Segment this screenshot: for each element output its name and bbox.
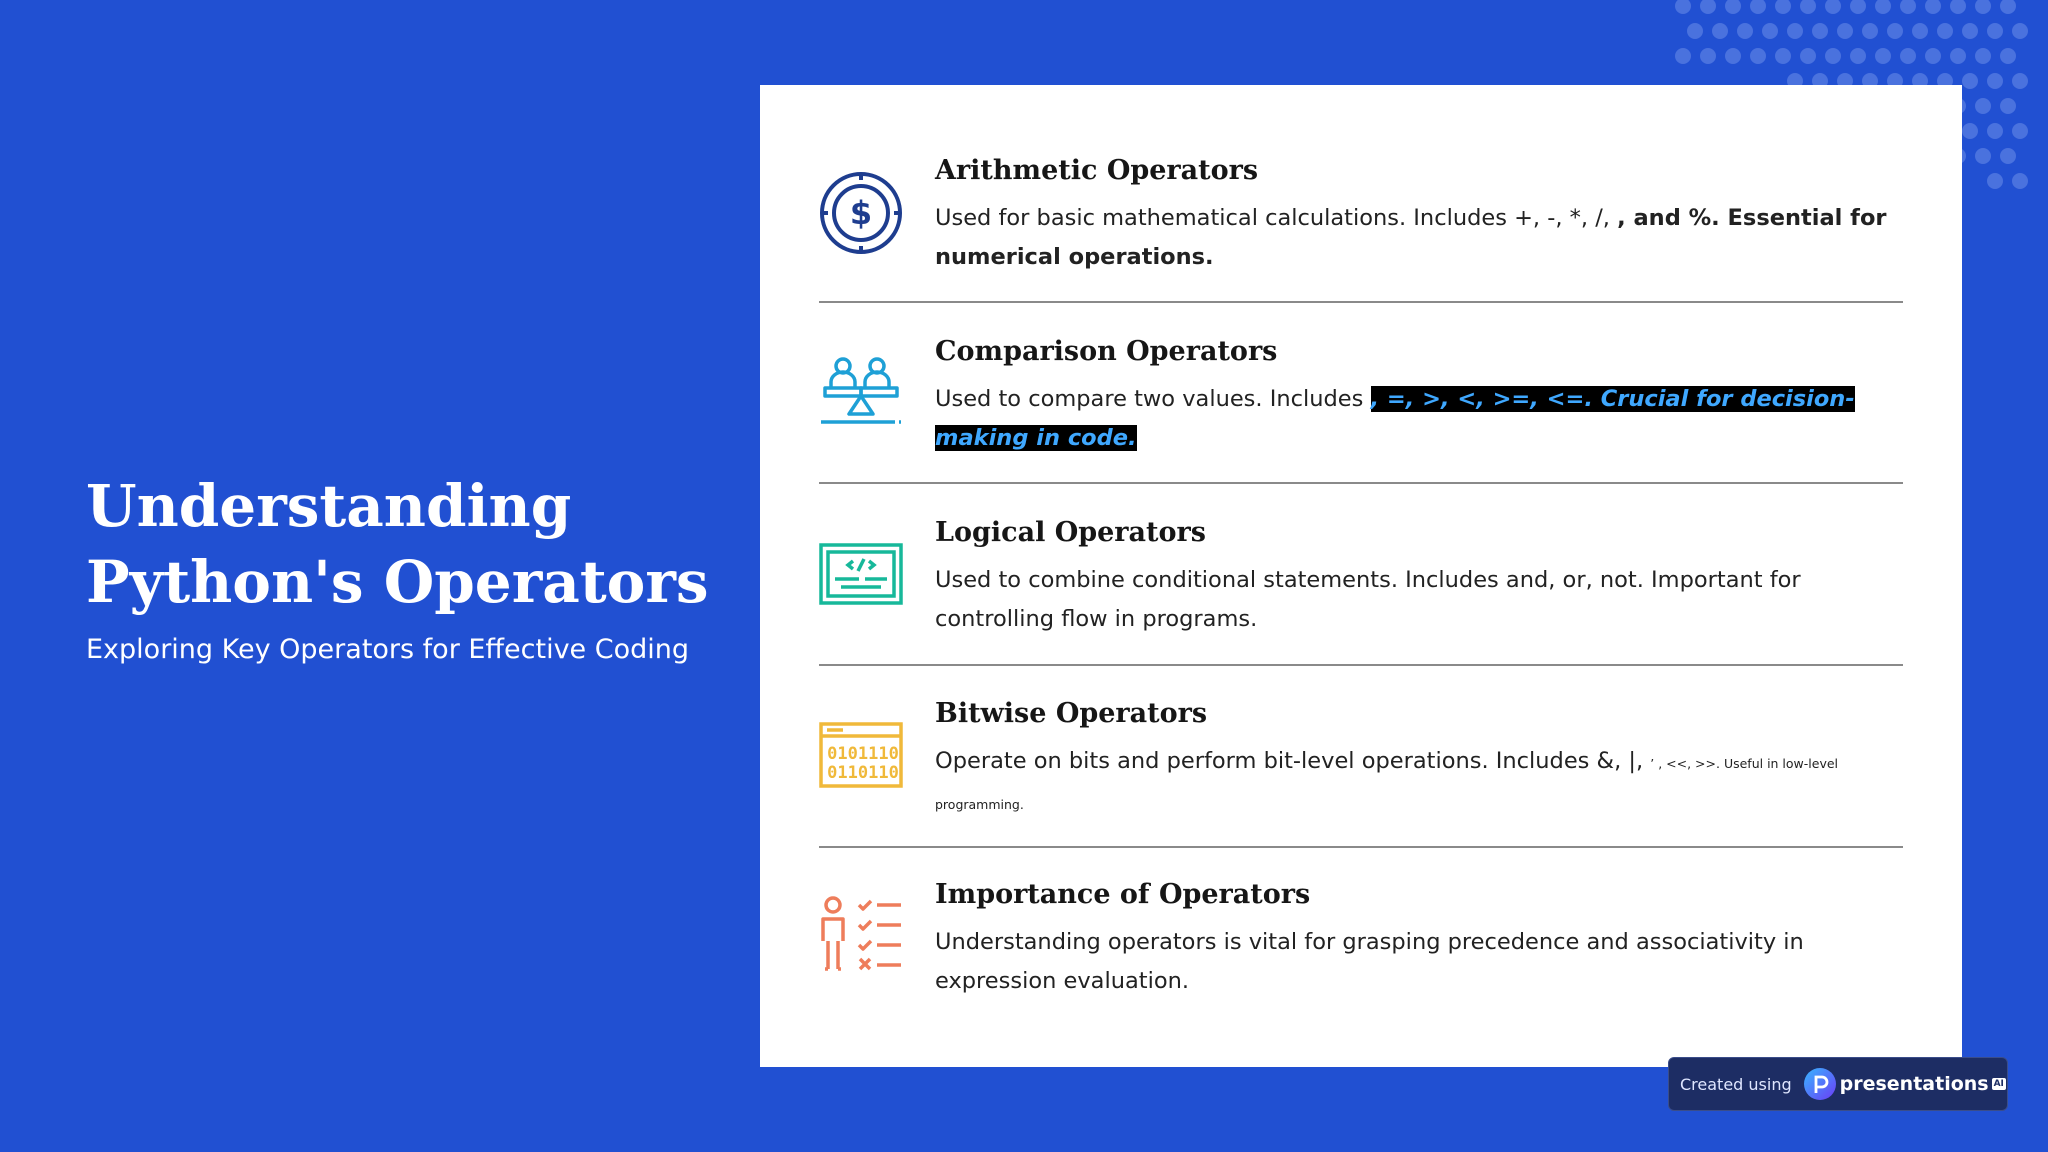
decorative-dot <box>2012 73 2028 89</box>
decorative-dot <box>2000 148 2016 164</box>
decorative-dot <box>1987 23 2003 39</box>
item-heading: Arithmetic Operators <box>935 155 1259 186</box>
decorative-dot <box>1887 23 1903 39</box>
item-comparison-text <box>935 334 1903 458</box>
decorative-dot <box>1912 23 1928 39</box>
item-bitwise-text <box>935 696 1903 824</box>
item-heading: Bitwise Operators <box>935 698 1208 729</box>
decorative-dot <box>2012 23 2028 39</box>
decorative-dot <box>1975 148 1991 164</box>
desc-plain: Used for basic mathematical calculations. Includes +, -, *, /, <box>935 205 1618 231</box>
decorative-dot <box>1675 0 1691 14</box>
decorative-dot <box>2012 123 2028 139</box>
decorative-dot <box>1725 0 1741 14</box>
decorative-dot <box>1987 123 2003 139</box>
decorative-dot <box>1737 23 1753 39</box>
decorative-dot <box>2012 173 2028 189</box>
item-description: Understanding operators is vital for grasping precedence and associativity in expression evaluation. <box>935 929 1804 994</box>
slide-title-line-2: Python's Operators <box>86 548 709 616</box>
item-description <box>935 742 1903 824</box>
binary-window-icon <box>819 714 903 798</box>
selected-text-highlight[interactable]: , =, >, <, >=, <=. Crucial for decision-making in code. <box>935 386 1855 451</box>
decorative-dot <box>1937 23 1953 39</box>
item-heading: Importance of Operators <box>935 879 1311 910</box>
person-checklist-icon <box>819 895 903 979</box>
decorative-dot <box>1875 48 1891 64</box>
decorative-dot <box>1675 48 1691 64</box>
created-using-label: Created using <box>1680 1074 1792 1094</box>
decorative-dot <box>1850 0 1866 14</box>
decorative-dot <box>1725 48 1741 64</box>
decorative-dot <box>1825 0 1841 14</box>
decorative-dot <box>1812 23 1828 39</box>
decorative-dot <box>1875 0 1891 14</box>
divider <box>819 846 1903 848</box>
item-description <box>935 199 1903 277</box>
item-importance-text <box>935 877 1903 1001</box>
slide-title <box>86 468 726 620</box>
divider <box>819 482 1903 484</box>
decorative-dot <box>1900 48 1916 64</box>
svg-text:0110110: 0110110 <box>827 763 899 783</box>
decorative-dot <box>1750 0 1766 14</box>
decorative-dot <box>2000 48 2016 64</box>
decorative-dot <box>1950 48 1966 64</box>
divider <box>819 301 1903 303</box>
dollar-coin-icon <box>819 171 903 255</box>
item-logical-text <box>935 515 1903 639</box>
decorative-dot <box>1762 23 1778 39</box>
decorative-dot <box>1962 73 1978 89</box>
decorative-dot <box>1837 23 1853 39</box>
decorative-dot <box>1925 0 1941 14</box>
decorative-dot <box>1800 0 1816 14</box>
item-heading: Comparison Operators <box>935 336 1278 367</box>
balance-scale-people-icon <box>819 352 903 436</box>
decorative-dot <box>1775 0 1791 14</box>
decorative-dot <box>2000 98 2016 114</box>
decorative-dot <box>1975 48 1991 64</box>
item-arithmetic-text <box>935 153 1903 277</box>
desc-plain: Operate on bits and perform bit-level operations. Includes &, |, <box>935 748 1651 774</box>
divider <box>819 664 1903 666</box>
decorative-dot <box>1925 48 1941 64</box>
presentations-logo-icon <box>1804 1068 1836 1100</box>
decorative-dot <box>1750 48 1766 64</box>
desc-bold: , and %. Essential for numerical operations. <box>935 205 1887 270</box>
decorative-dot <box>1700 0 1716 14</box>
decorative-dot <box>1950 0 1966 14</box>
decorative-dot <box>1987 73 2003 89</box>
decorative-dot <box>1825 48 1841 64</box>
item-heading: Logical Operators <box>935 517 1206 548</box>
decorative-dot <box>1712 23 1728 39</box>
slide-subtitle: Exploring Key Operators for Effective Coding <box>86 634 690 665</box>
desc-tiny: ’ , <<, >>. Useful in low-level programming. <box>935 756 1839 812</box>
svg-text:0101110: 0101110 <box>827 744 899 764</box>
decorative-dot <box>1900 0 1916 14</box>
brand-ai-suffix: AI <box>1993 1079 2004 1089</box>
decorative-dot <box>1975 0 1991 14</box>
decorative-dot <box>1987 173 2003 189</box>
presentations-brand: presentations <box>1839 1073 1989 1095</box>
decorative-dot <box>1687 23 1703 39</box>
content-card <box>760 85 1962 1067</box>
svg-text:$: $ <box>849 194 873 232</box>
decorative-dot <box>1962 123 1978 139</box>
decorative-dot <box>1962 23 1978 39</box>
desc-plain: Used to compare two values. Includes <box>935 386 1371 412</box>
decorative-dot <box>1850 48 1866 64</box>
decorative-dot <box>1800 48 1816 64</box>
item-description <box>935 380 1903 458</box>
decorative-dot <box>1700 48 1716 64</box>
decorative-dot <box>1975 98 1991 114</box>
code-monitor-icon <box>819 533 903 617</box>
decorative-dot <box>2000 0 2016 14</box>
decorative-dot <box>1787 23 1803 39</box>
decorative-dot <box>1862 23 1878 39</box>
created-using-badge[interactable] <box>1668 1057 2008 1111</box>
item-description: Used to combine conditional statements. Includes and, or, not. Important for controlling flow in programs. <box>935 567 1801 632</box>
decorative-dot <box>1775 48 1791 64</box>
title-block <box>86 468 726 665</box>
slide-title-line-1: Understanding <box>86 472 572 540</box>
